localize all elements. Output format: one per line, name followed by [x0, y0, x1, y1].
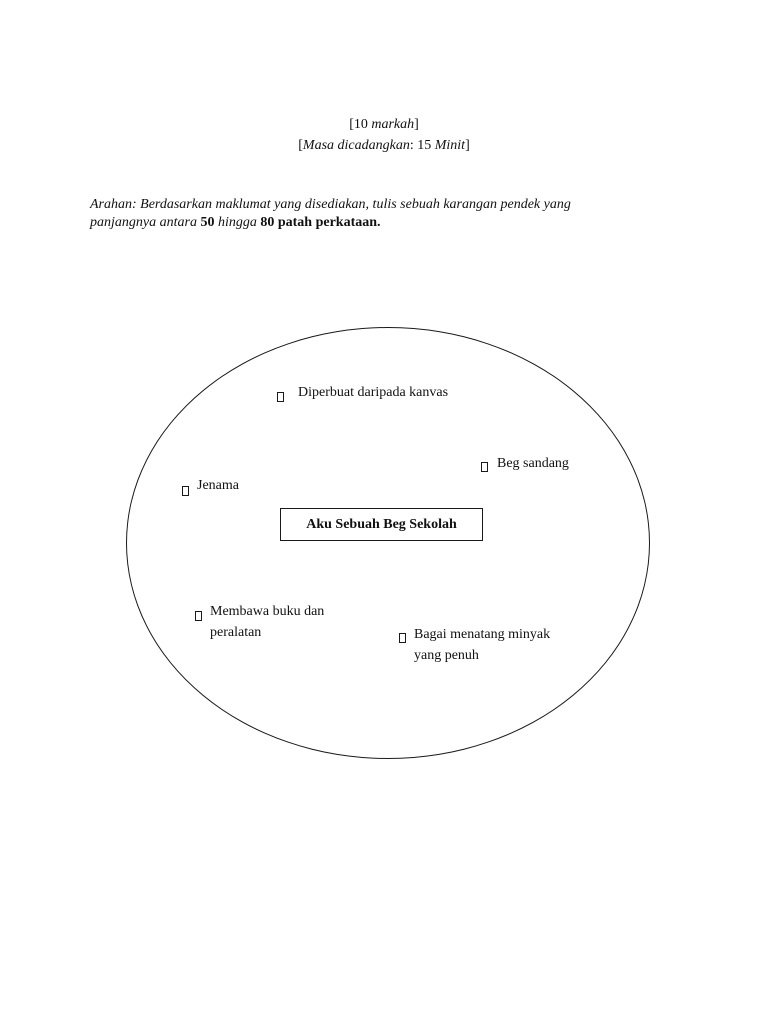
time-label: Masa dicadangkan: [302, 138, 410, 153]
time-unit: Minit: [434, 138, 466, 153]
diagram-item-material: Diperbuat daripada kanvas: [298, 385, 449, 400]
time-open: [: [298, 138, 303, 153]
diagram-item-brand: Jenama: [197, 478, 239, 493]
box-icon: [399, 633, 406, 643]
box-icon: [481, 462, 488, 472]
marks-close: ]: [414, 117, 419, 132]
time-close: ]: [465, 138, 470, 153]
instruction-tail: patah perkataan.: [274, 215, 381, 230]
instruction-max-words: 80: [260, 215, 275, 230]
instruction-lead: Arahan: Berdasarkan maklumat yang disediakan, tulis sebuah karangan pendek yang panjangnya antara: [90, 197, 571, 230]
marks-word: markah: [371, 117, 415, 132]
diagram-item-care-line2: yang penuh: [414, 648, 479, 663]
diagram-center-title: Aku Sebuah Beg Sekolah: [280, 508, 483, 541]
box-icon: [195, 611, 202, 621]
diagram-item-care: [414, 624, 550, 666]
box-icon: [182, 486, 189, 496]
diagram-item-type: Beg sandang: [497, 456, 569, 471]
marks-header: [0, 114, 768, 156]
instruction-between: hingga: [214, 215, 261, 230]
diagram-item-function: [210, 601, 324, 643]
diagram-item-function-line2: peralatan: [210, 625, 262, 640]
instruction-text: [90, 196, 610, 232]
diagram-item-care-line1: Bagai menatang minyak: [414, 627, 551, 642]
marks-open: [10: [349, 117, 372, 132]
time-minutes: : 15: [409, 138, 435, 153]
box-icon: [277, 392, 284, 402]
instruction-min-words: 50: [200, 215, 215, 230]
time-line: [0, 135, 768, 156]
marks-line: [0, 114, 768, 135]
diagram-item-function-line1: Membawa buku dan: [210, 604, 325, 619]
